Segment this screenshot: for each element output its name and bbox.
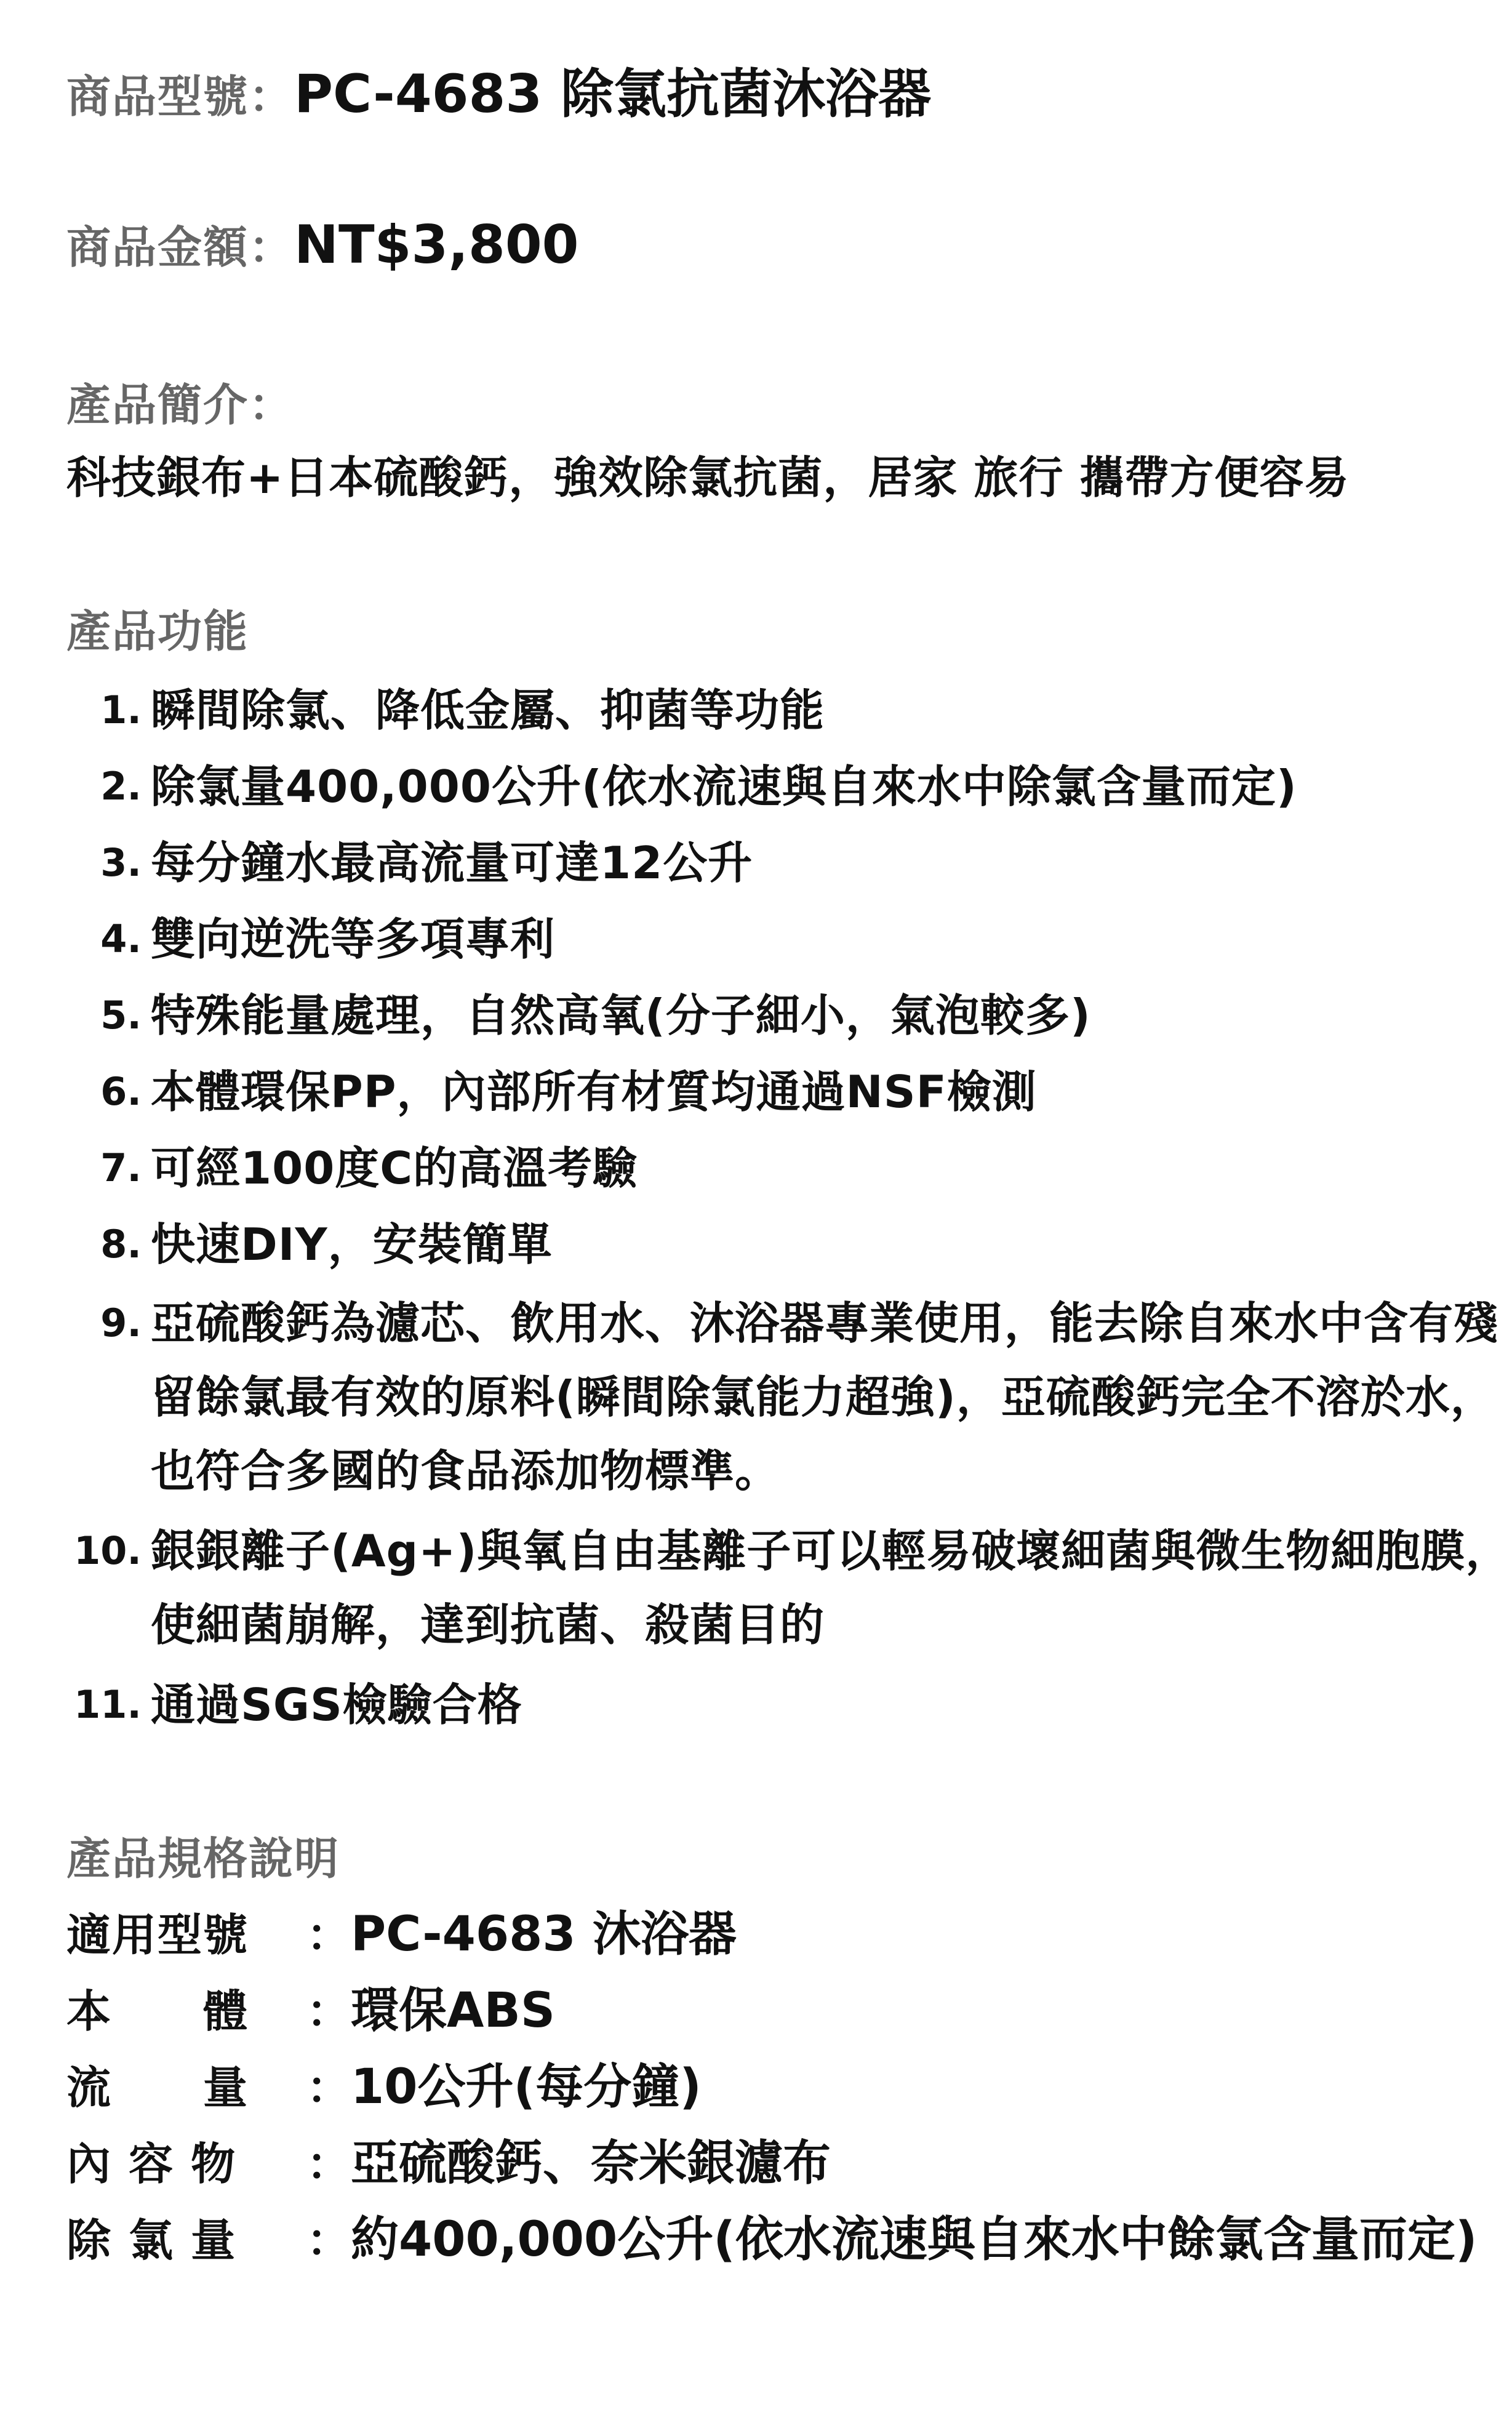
spec-key: 本 體 — [66, 1985, 249, 2037]
spec-key: 除 氯 量 — [66, 2214, 237, 2266]
spec-row — [66, 2059, 702, 2115]
list-item-number: 8. — [100, 1222, 142, 1267]
spec-row — [66, 2136, 831, 2191]
list-item-text: 可經100度C的高溫考驗 — [151, 1142, 638, 1194]
spec-colon: ： — [306, 2062, 351, 2113]
spec-key: 內 容 物 — [66, 2138, 237, 2190]
list-item-number: 6. — [100, 1069, 142, 1114]
spec-key: 流 量 — [66, 2062, 249, 2113]
list-item-number: 5. — [100, 993, 142, 1038]
spec-row — [66, 2212, 1478, 2267]
list-item-text: 快速DIY，安裝簡單 — [151, 1219, 553, 1270]
list-item-text: 銀銀離子(Ag+)與氧自由基離子可以輕易破壞細菌與微生物細胞膜，使細菌崩解，達到抗菌、殺菌目的 — [151, 1525, 1511, 1651]
list-item-text: 通過SGS檢驗合格 — [151, 1679, 522, 1731]
list-item-number: 7. — [100, 1145, 142, 1190]
intro-heading: 產品簡介： — [66, 379, 295, 431]
model-label: 商品型號： — [66, 71, 295, 122]
spec-row — [66, 1907, 737, 1962]
list-item-number: 9. — [100, 1300, 142, 1345]
list-item-number: 2. — [100, 764, 142, 809]
spec-colon: ： — [306, 2214, 351, 2266]
price-row — [66, 214, 579, 276]
list-item-text: 瞬間除氯、降低金屬、抑菌等功能 — [151, 684, 825, 736]
model-row — [66, 63, 932, 125]
list-item-text: 亞硫酸鈣為濾芯、飲用水、沐浴器專業使用，能去除自來水中含有殘留餘氯最有效的原料(瞬間除氯能力超強)，亞硫酸鈣完全不溶於水，也符合多國的食品添加物標準。 — [151, 1297, 1499, 1497]
list-item-text: 每分鐘水最高流量可達12公升 — [151, 837, 753, 889]
spec-value: 約400,000公升(依水流速與自來水中餘氯含量而定) — [351, 2212, 1478, 2267]
specs-heading: 產品規格說明 — [66, 1833, 340, 1885]
spec-value: PC-4683 沐浴器 — [351, 1907, 737, 1962]
features-heading: 產品功能 — [66, 606, 249, 657]
model-value: PC-4683 除氯抗菌沐浴器 — [294, 63, 932, 125]
spec-value: 亞硫酸鈣、奈米銀濾布 — [351, 2136, 831, 2191]
spec-key: 適用型號 — [66, 1909, 249, 1961]
spec-value: 10公升(每分鐘) — [351, 2059, 702, 2115]
list-item-number: 11. — [74, 1682, 142, 1727]
spec-value: 環保ABS — [351, 1983, 556, 2038]
price-value: NT$3,800 — [294, 214, 579, 276]
spec-colon: ： — [306, 1985, 351, 2037]
spec-row — [66, 1983, 556, 2038]
list-item-text: 除氯量400,000公升(依水流速與自來水中除氯含量而定) — [151, 761, 1297, 812]
spec-colon: ： — [306, 1909, 351, 1961]
list-item-number: 10. — [74, 1528, 142, 1573]
intro-text: 科技銀布+日本硫酸鈣，強效除氯抗菌，居家 旅行 攜帶方便容易 — [66, 452, 1350, 503]
list-item-text: 雙向逆洗等多項專利 — [151, 913, 556, 965]
list-item-text: 特殊能量處理，自然高氧(分子細小，氣泡較多) — [151, 990, 1091, 1041]
list-item-text: 本體環保PP，內部所有材質均通過NSF檢測 — [151, 1066, 1037, 1118]
list-item-number: 4. — [100, 916, 142, 961]
spec-colon: ： — [306, 2138, 351, 2190]
price-label: 商品金額： — [66, 222, 295, 273]
list-item-number: 1. — [100, 687, 142, 732]
list-item-number: 3. — [100, 840, 142, 885]
